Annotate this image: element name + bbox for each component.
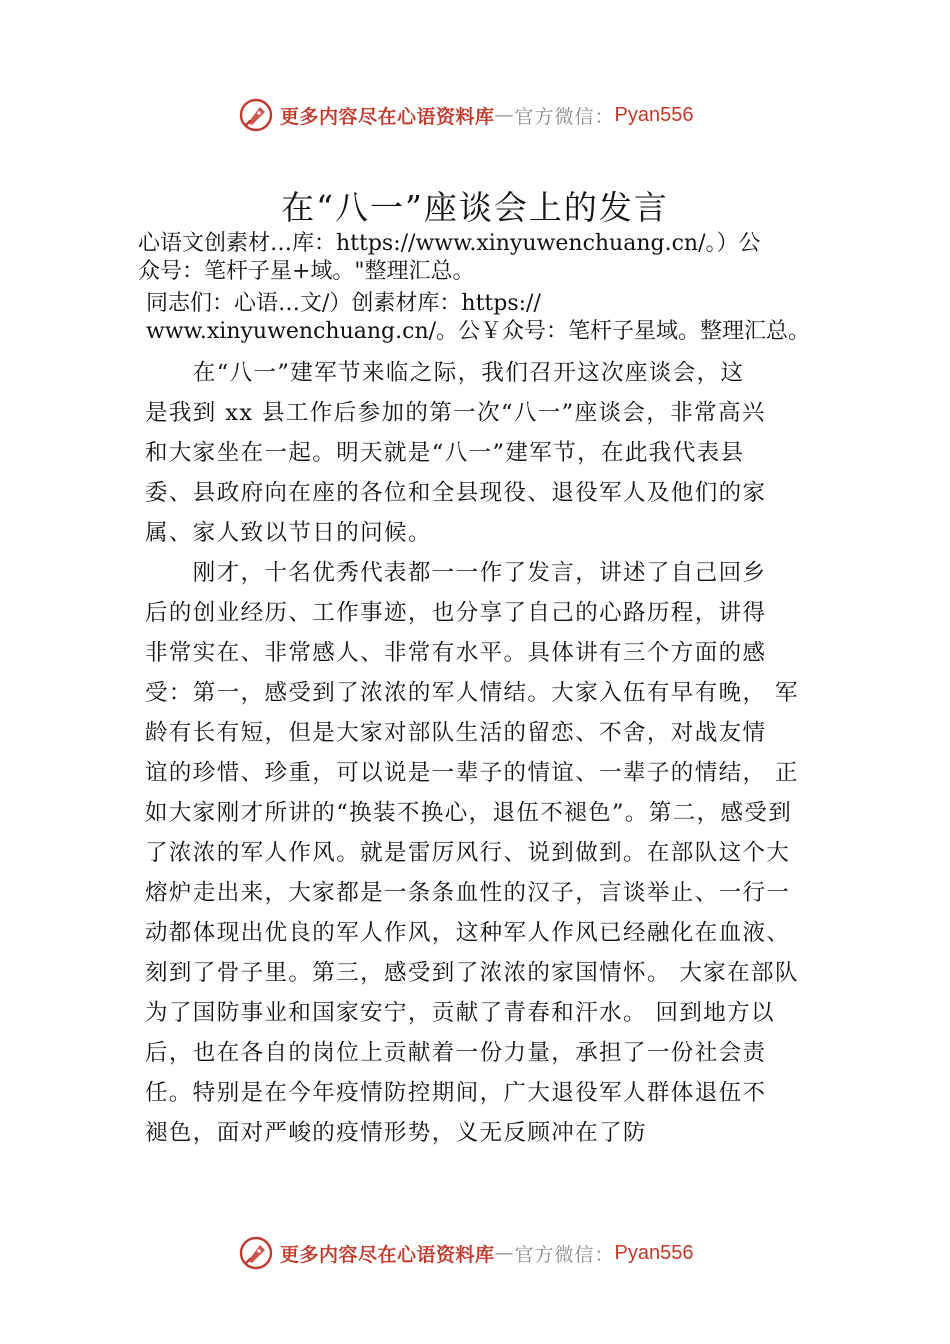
text-line: 如大家刚才所讲的“换装不换心，退伍不褪色”。第二，感受到 (145, 800, 793, 826)
text-line: 委、县政府向在座的各位和全县现役、退役军人及他们的家 (145, 480, 767, 506)
banner-brand-text: 更多内容尽在心语资料库 (280, 1243, 495, 1266)
banner-separator: — (494, 104, 515, 126)
text-line: 是我到 xx 县工作后参加的第一次“八一”座谈会，非常高兴 (145, 400, 766, 426)
text-line: 了浓浓的军人作风。就是雷厉风行、说到做到。在部队这个大 (145, 840, 791, 866)
footer-banner-content (238, 1233, 694, 1273)
text-line: 谊的珍惜、珍重，可以说是一辈子的情谊、一辈子的情结， 正 (145, 760, 799, 786)
text-line: 龄有长有短，但是大家对部队生活的留恋、不舍，对战友情 (145, 720, 767, 746)
text-line: 属、家人致以节日的问候。 (145, 520, 432, 546)
meta-line: 心语文创素材…库：https://www.xinyuwenchuang.cn/。）公 (138, 231, 761, 256)
header-banner-content (238, 95, 694, 135)
banner-separator: — (494, 1242, 515, 1264)
meta-line: 同志们：心语…文/）创素材库：https:// (146, 291, 541, 316)
pen-nib-logo-icon (238, 1235, 274, 1271)
text-line: 后，也在各自的岗位上贡献着一份力量，承担了一份社会责 (145, 1040, 767, 1066)
text-line: 刚才，十名优秀代表都一一作了发言，讲述了自己回乡 (145, 560, 767, 586)
text-line: 为了国防事业和国家安宁，贡献了青春和汗水。 回到地方以 (145, 1000, 775, 1026)
text-line: 任。特别是在今年疫情防控期间，广大退役军人群体退伍不 (145, 1080, 767, 1106)
banner-wechat-id: Pyan556 (614, 103, 694, 126)
banner-wechat-label: 官方微信： (514, 1243, 615, 1266)
text-line: 在“八一”建军节来临之际，我们召开这次座谈会，这 (145, 360, 745, 386)
meta-line: www.xinyuwenchuang.cn/。公￥众号：笔杆子星域。整理汇总。 (146, 319, 811, 344)
paragraph (145, 353, 835, 553)
text-line: 熔炉走出来，大家都是一条条血性的汉子，言谈举止、一行一 (145, 880, 791, 906)
text-line: 动都体现出优良的军人作风，这种军人作风已经融化在血液、 (145, 920, 791, 946)
header-watermark-banner (0, 95, 950, 135)
paragraph (145, 553, 835, 1153)
text-line: 后的创业经历、工作事迹，也分享了自己的心路历程，讲得 (145, 600, 767, 626)
meta-line: 众号：笔杆子星+域。"整理汇总。 (138, 259, 475, 284)
pen-nib-logo-icon (238, 97, 274, 133)
document-body (145, 353, 835, 1153)
banner-wechat-id: Pyan556 (614, 1241, 694, 1264)
banner-wechat-label: 官方微信： (514, 105, 615, 128)
document-title: 在“八一”座谈会上的发言 (281, 188, 669, 227)
banner-brand-text: 更多内容尽在心语资料库 (280, 105, 495, 128)
text-line: 褪色，面对严峻的疫情形势，义无反顾冲在了防 (145, 1120, 647, 1146)
text-line: 和大家坐在一起。明天就是“八一”建军节，在此我代表县 (145, 440, 745, 466)
text-line: 非常实在、非常感人、非常有水平。具体讲有三个方面的感 (145, 640, 767, 666)
footer-watermark-banner (0, 1233, 950, 1273)
text-line: 刻到了骨子里。第三，感受到了浓浓的家国情怀。 大家在部队 (145, 960, 799, 986)
text-line: 受：第一，感受到了浓浓的军人情结。大家入伍有早有晚， 军 (145, 680, 799, 706)
